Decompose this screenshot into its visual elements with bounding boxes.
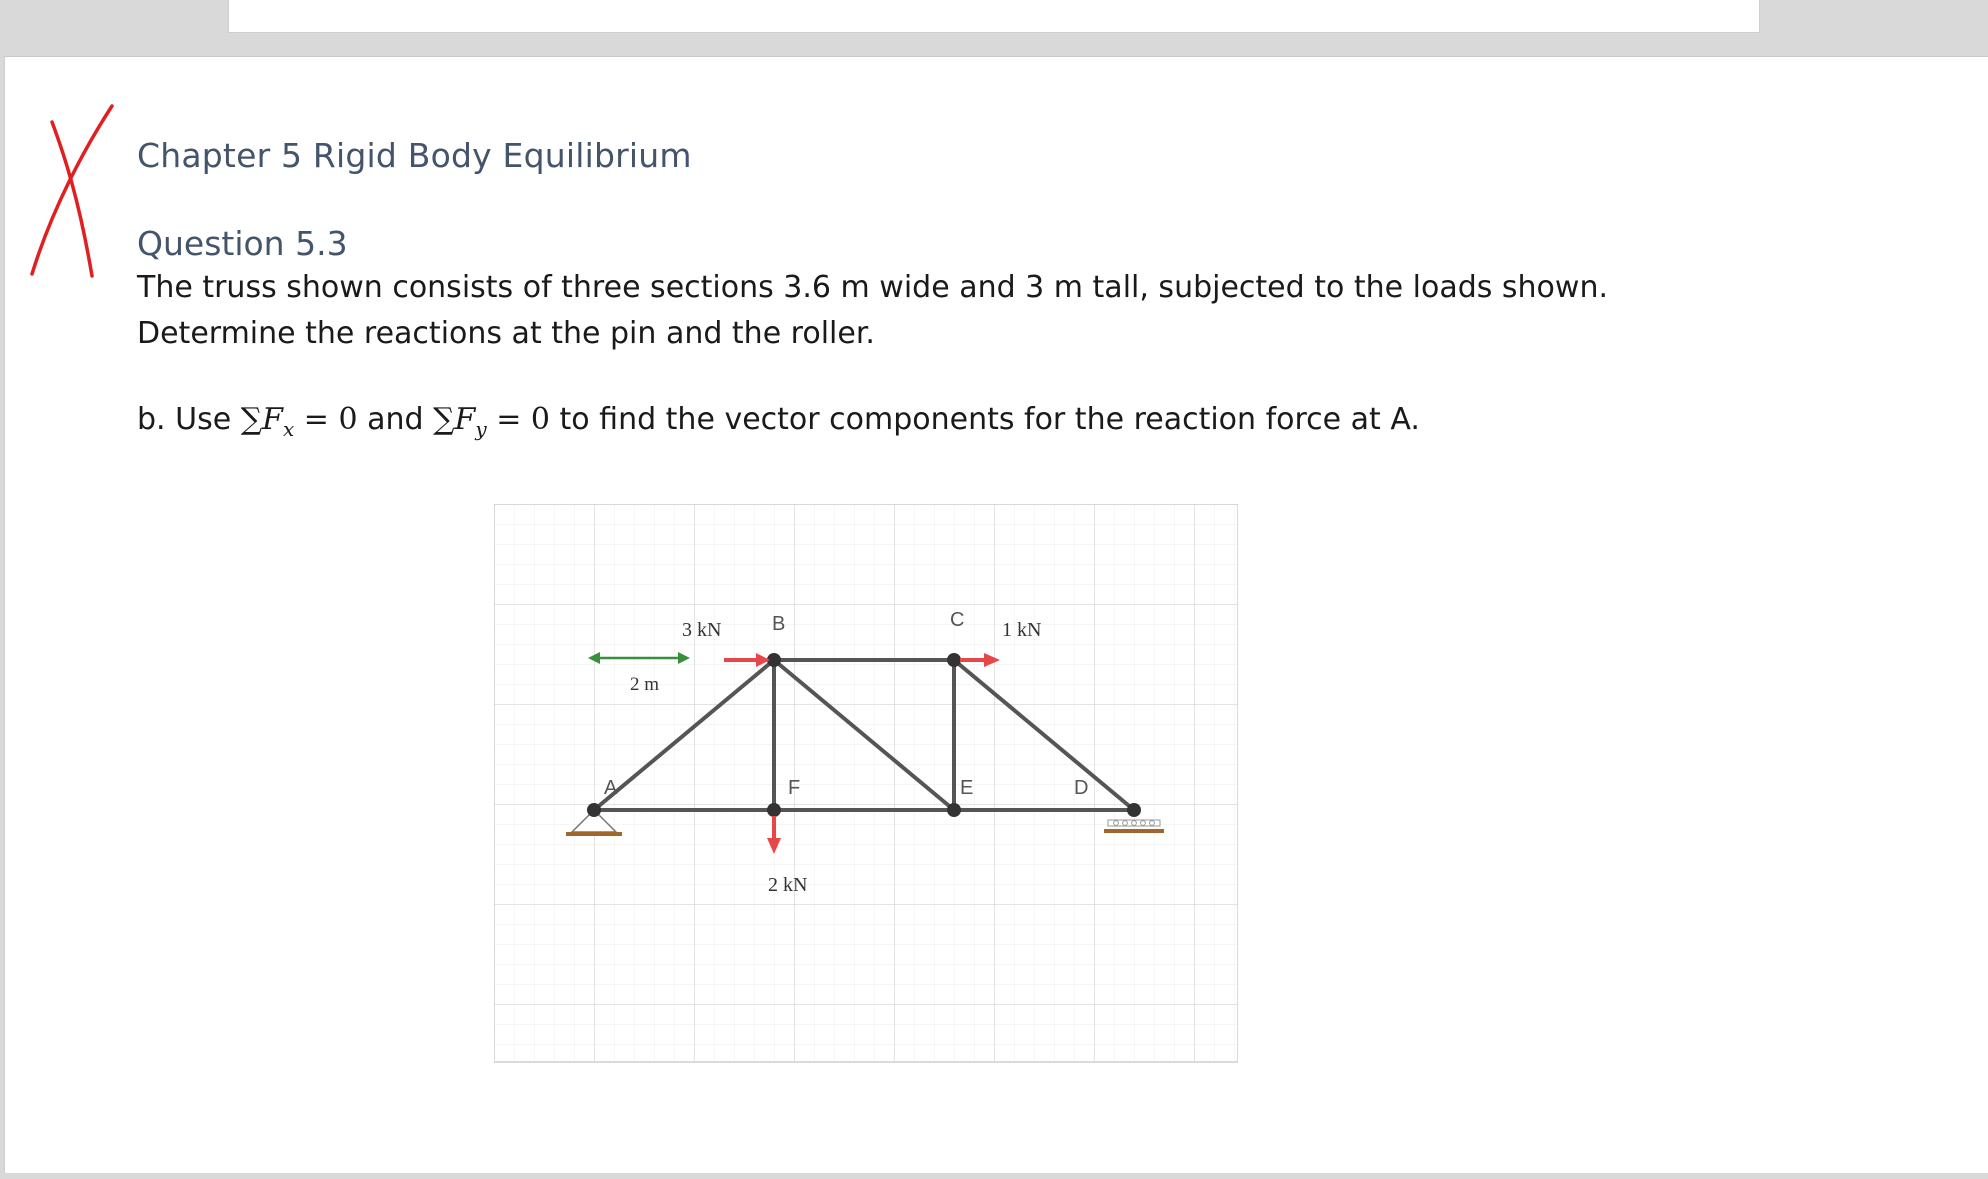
problem-statement-line2: Determine the reactions at the pin and the roller.	[137, 316, 875, 351]
node-label-E: E	[960, 777, 974, 799]
scale-label: 2 m	[630, 674, 660, 695]
node-label-C: C	[950, 609, 965, 631]
truss-figure	[494, 504, 1238, 1064]
sum2-subscript: y	[475, 417, 487, 441]
equation1-rhs: = 0	[303, 402, 358, 437]
sum1-subscript: x	[282, 417, 295, 441]
node-label-D: D	[1074, 777, 1089, 799]
problem-statement-line1: The truss shown consists of three sections 3.6 m wide and 3 m tall, subjected to the loads shown.	[137, 270, 1608, 305]
previous-page-edge	[228, 0, 1760, 33]
part-b-prefix: b. Use	[137, 402, 232, 437]
node-A	[587, 803, 601, 817]
conjunction-and: and	[367, 402, 424, 437]
node-F	[767, 803, 781, 817]
node-C	[947, 653, 961, 667]
node-label-A: A	[604, 777, 618, 799]
question-number: Question 5.3	[137, 224, 348, 263]
sum1-variable: F	[262, 402, 283, 437]
sum2-variable: F	[454, 402, 476, 437]
red-x-mark-icon	[24, 104, 120, 284]
part-b-suffix: to find the vector components for the reaction force at A.	[559, 402, 1420, 437]
node-E	[947, 803, 961, 817]
node-label-F: F	[788, 777, 801, 799]
node-D	[1127, 803, 1141, 817]
equation2-rhs: = 0	[496, 402, 550, 437]
load-label-B: 3 kN	[682, 619, 722, 641]
chapter-title: Chapter 5 Rigid Body Equilibrium	[137, 136, 692, 175]
node-label-B: B	[772, 613, 786, 635]
part-b-prompt: b. Use $\sum F_x = 0$ and $\sum F_y = 0$ to find the vector components for the reaction force at A.	[137, 402, 1420, 441]
load-label-C: 1 kN	[1002, 619, 1042, 641]
load-label-F: 2 kN	[768, 874, 808, 896]
roller-support-D	[1104, 820, 1164, 833]
